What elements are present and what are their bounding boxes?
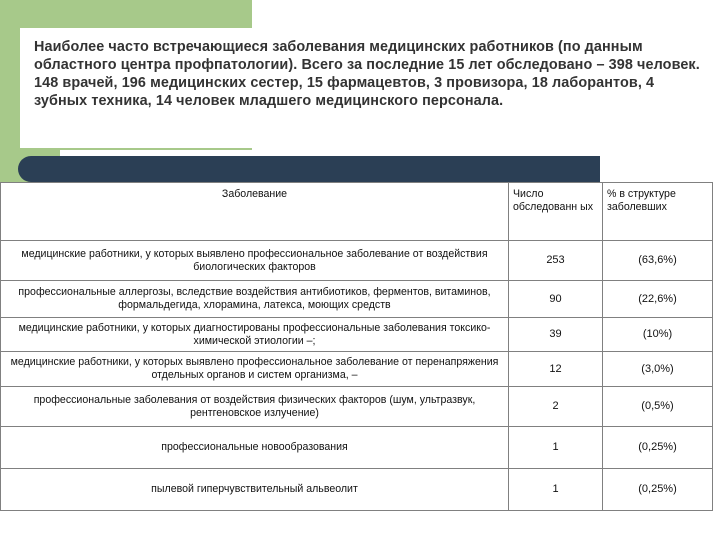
disease-table bbox=[0, 182, 713, 511]
decorative-navy-bar bbox=[18, 156, 600, 182]
disease-cell: медицинские работники, у которых выявлено профессиональное заболевание от воздействия биологических факторов bbox=[1, 241, 509, 281]
column-header-percent: % в структуре заболевших bbox=[603, 183, 713, 241]
disease-cell: профессиональные новообразования bbox=[1, 427, 509, 469]
table-row bbox=[1, 387, 713, 427]
count-cell: 12 bbox=[509, 352, 603, 387]
percent-cell: (10%) bbox=[603, 318, 713, 352]
table-container bbox=[0, 182, 720, 540]
table-row bbox=[1, 469, 713, 511]
percent-cell: (0,25%) bbox=[603, 469, 713, 511]
percent-cell: (63,6%) bbox=[603, 241, 713, 281]
heading-box bbox=[20, 28, 710, 148]
count-cell: 2 bbox=[509, 387, 603, 427]
disease-cell: пылевой гиперчувствительный альвеолит bbox=[1, 469, 509, 511]
percent-cell: (3,0%) bbox=[603, 352, 713, 387]
percent-cell: (0,25%) bbox=[603, 427, 713, 469]
disease-cell: профессиональные заболевания от воздействия физических факторов (шум, ультразвук, рентгеновское излучение) bbox=[1, 387, 509, 427]
column-header-disease: Заболевание bbox=[1, 183, 509, 241]
table-row bbox=[1, 352, 713, 387]
percent-cell: (22,6%) bbox=[603, 281, 713, 318]
count-cell: 39 bbox=[509, 318, 603, 352]
count-cell: 1 bbox=[509, 427, 603, 469]
slide-heading: Наиболее часто встречающиеся заболевания медицинских работников (по данным областного центра профпатологии). Всего за последние 15 лет обследовано – 398 человек. 148 врачей, 196 медицинских сестер, 15 фармацевтов, 3 провизора, 18 лаборантов, 4 зубных техника, 14 человек младшего медицинского персонала. bbox=[34, 39, 700, 109]
table-row bbox=[1, 241, 713, 281]
count-cell: 253 bbox=[509, 241, 603, 281]
disease-cell: профессиональные аллергозы, вследствие воздействия антибиотиков, ферментов, витаминов, формальдегида, хлорамина, латекса, моющих средств bbox=[1, 281, 509, 318]
percent-cell: (0,5%) bbox=[603, 387, 713, 427]
table-row bbox=[1, 427, 713, 469]
table-header-row bbox=[1, 183, 713, 241]
table-row bbox=[1, 281, 713, 318]
table-row bbox=[1, 318, 713, 352]
disease-cell: медицинские работники, у которых выявлено профессиональное заболевание от перенапряжения отдельных органов и систем организма, – bbox=[1, 352, 509, 387]
column-header-count: Число обследованн ых bbox=[509, 183, 603, 241]
count-cell: 1 bbox=[509, 469, 603, 511]
disease-cell: медицинские работники, у которых диагностированы профессиональные заболевания токсико-химической этиологии –; bbox=[1, 318, 509, 352]
count-cell: 90 bbox=[509, 281, 603, 318]
